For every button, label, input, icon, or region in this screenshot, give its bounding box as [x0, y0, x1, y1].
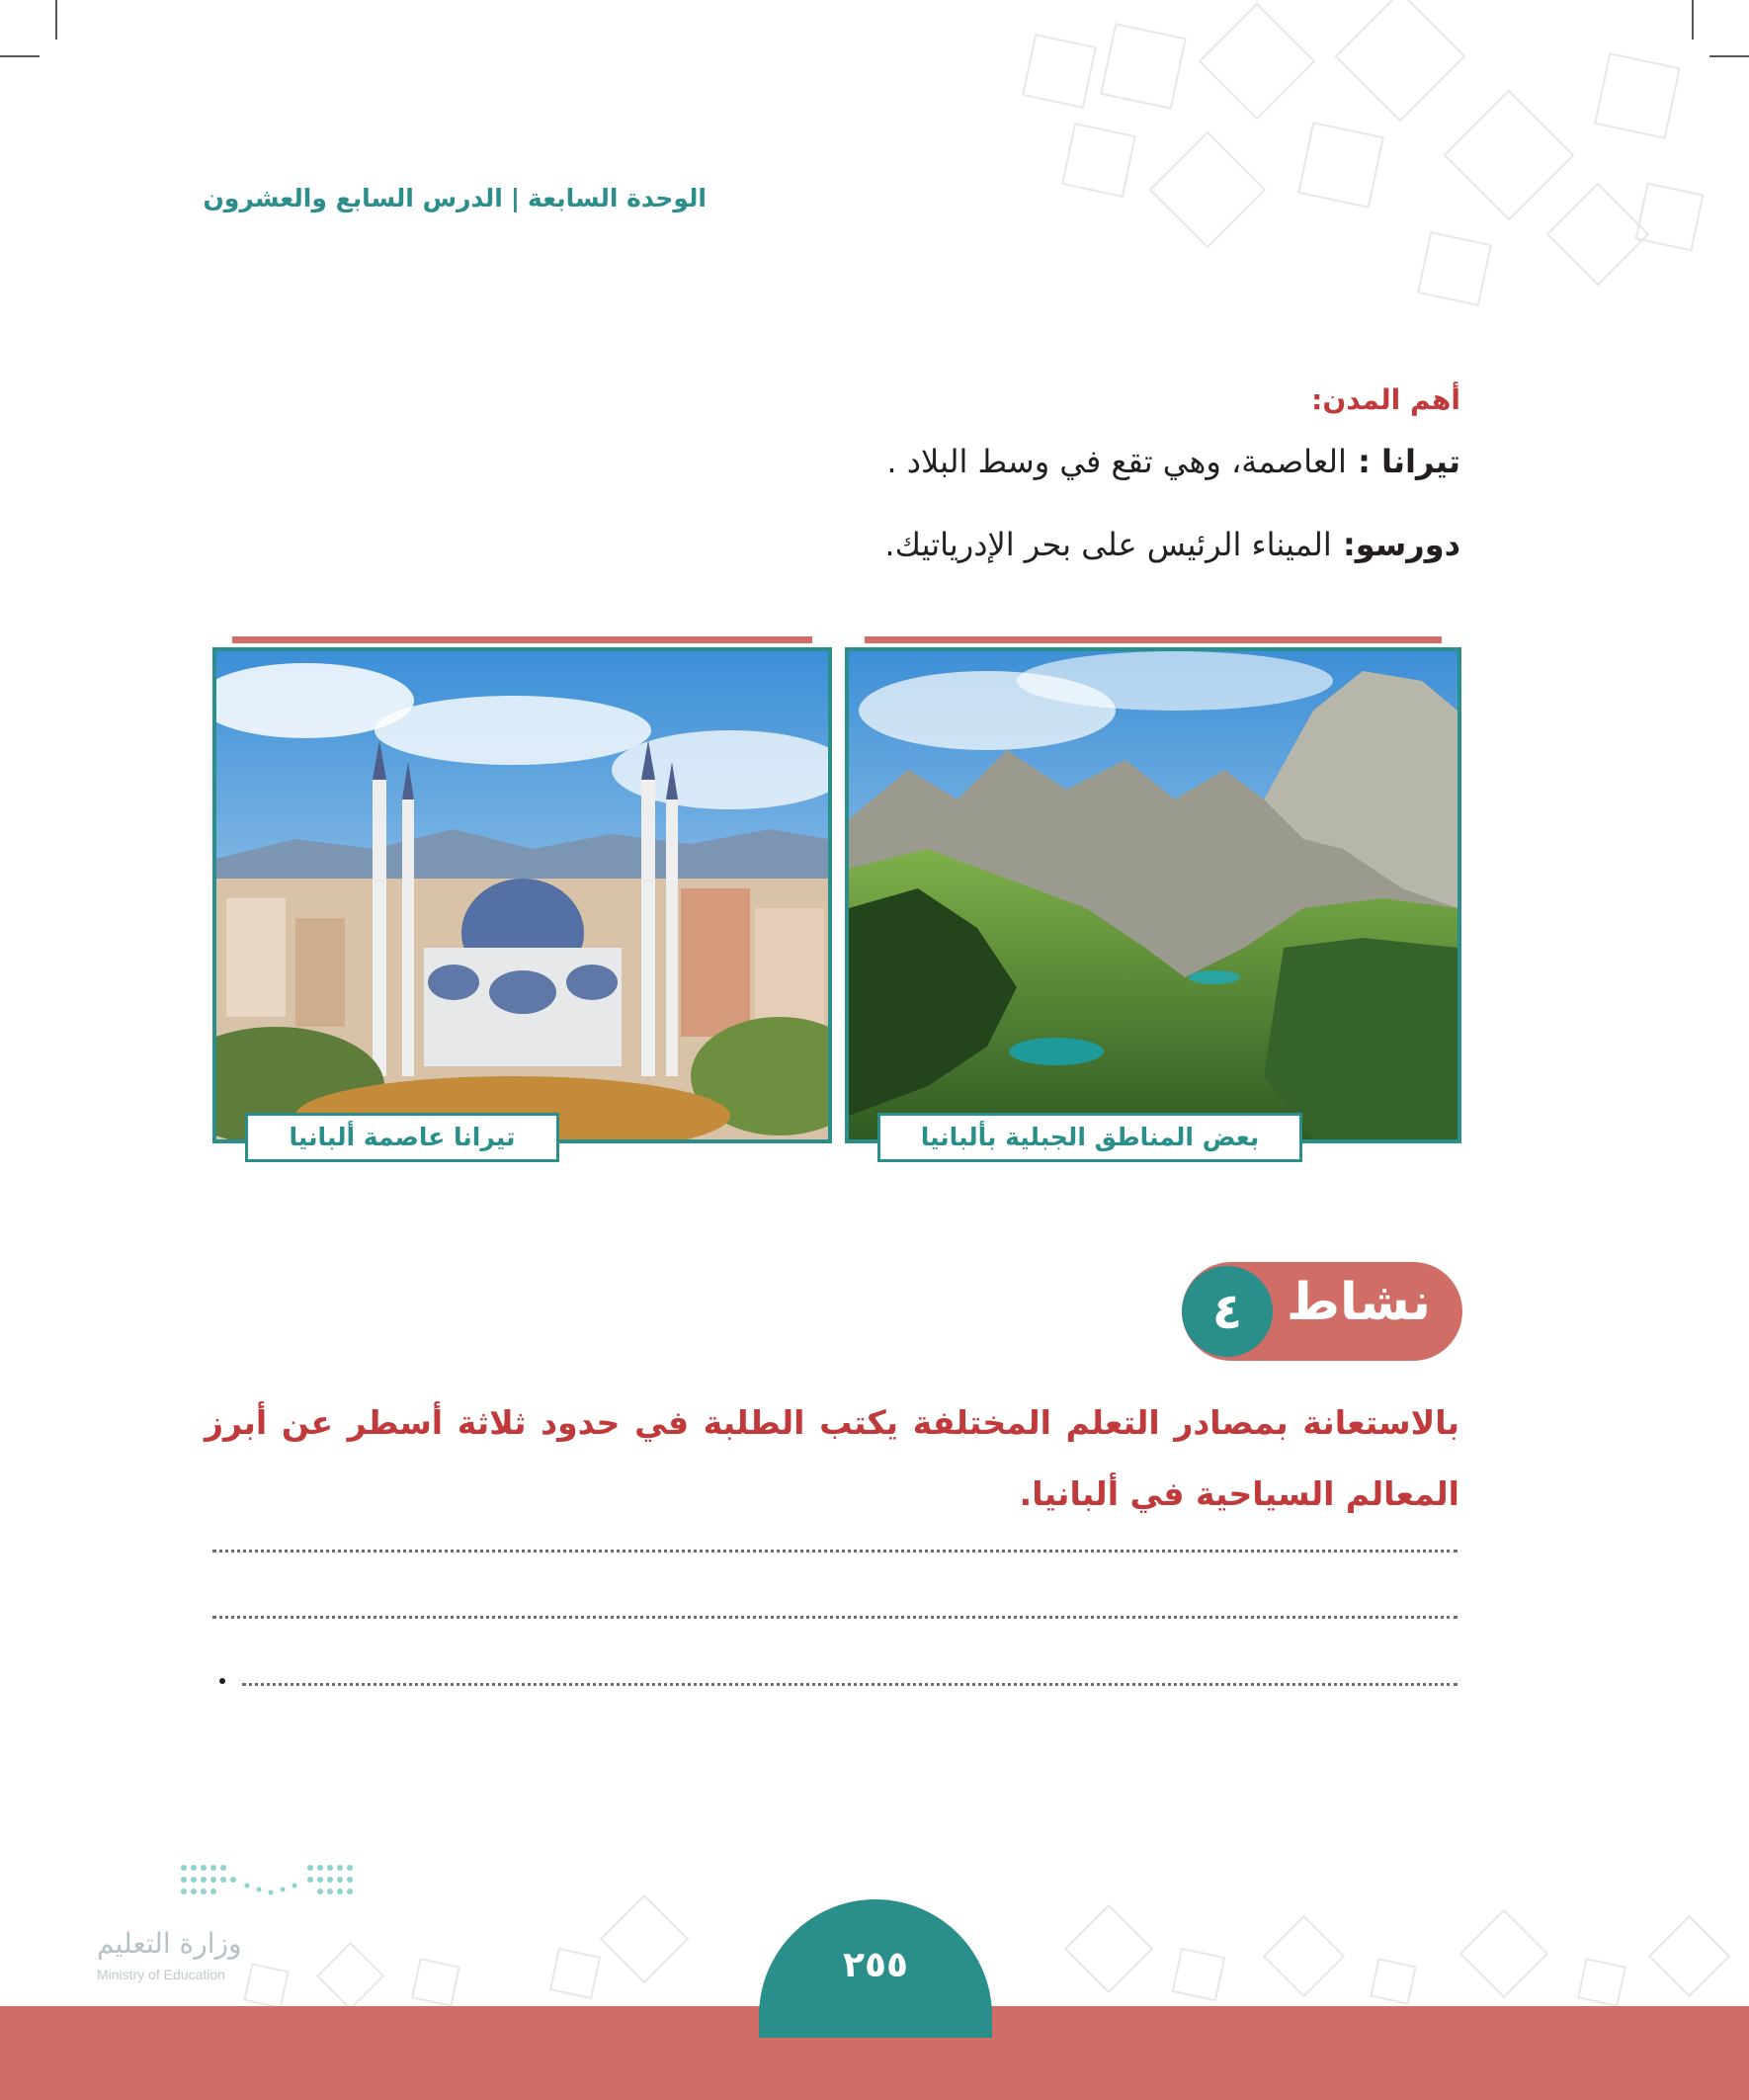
crop-mark: [55, 0, 57, 40]
breadcrumb: [203, 184, 707, 212]
city-separator: :: [1346, 443, 1382, 480]
activity-label: نشاط: [1287, 1273, 1431, 1332]
line-end-dot: [219, 1678, 225, 1684]
crop-mark: [1709, 55, 1749, 57]
tirana-caption: تيرانا عاصمة ألبانيا: [245, 1113, 559, 1162]
mountains-caption: بعض المناطق الجبلية بألبانيا: [877, 1113, 1302, 1162]
activity-number: ٤: [1182, 1266, 1273, 1357]
city-description: الميناء الرئيس على بحر الإدرياتيك.: [884, 526, 1332, 563]
unit-title: الوحدة السابعة: [528, 184, 707, 212]
mountains-image: [849, 651, 1458, 1139]
ministry-logo-icon: [178, 1860, 356, 1907]
ministry-name-english: Ministry of Education: [97, 1967, 225, 1982]
mountains-photo: [845, 647, 1461, 1143]
cities-heading: أهم المدن:: [1311, 383, 1460, 416]
crop-mark: [0, 55, 40, 57]
answer-line[interactable]: [242, 1683, 1458, 1686]
lesson-title: الدرس السابع والعشرون: [203, 184, 503, 212]
crop-mark: [1692, 0, 1694, 40]
city-item: [884, 526, 1460, 563]
city-item: [886, 443, 1460, 480]
page-number: ٢٥٥: [843, 1945, 908, 1985]
city-description: العاصمة، وهي تقع في وسط البلاد .: [886, 443, 1347, 480]
tirana-mosque-image: [216, 651, 828, 1139]
city-name: دورسو: [1355, 526, 1460, 563]
answer-line[interactable]: [212, 1616, 1458, 1619]
breadcrumb-separator: |: [510, 184, 520, 212]
tirana-photo: [212, 647, 832, 1143]
city-name: تيرانا: [1381, 443, 1460, 480]
answer-line[interactable]: [212, 1550, 1458, 1553]
ministry-name-arabic: وزارة التعليم: [97, 1927, 242, 1960]
city-separator: :: [1331, 526, 1356, 563]
activity-instruction: بالاستعانة بمصادر التعلم المختلفة يكتب الطلبة في حدود ثلاثة أسطر عن أبرز المعالم السياحية في ألبانيا.: [205, 1403, 1459, 1513]
